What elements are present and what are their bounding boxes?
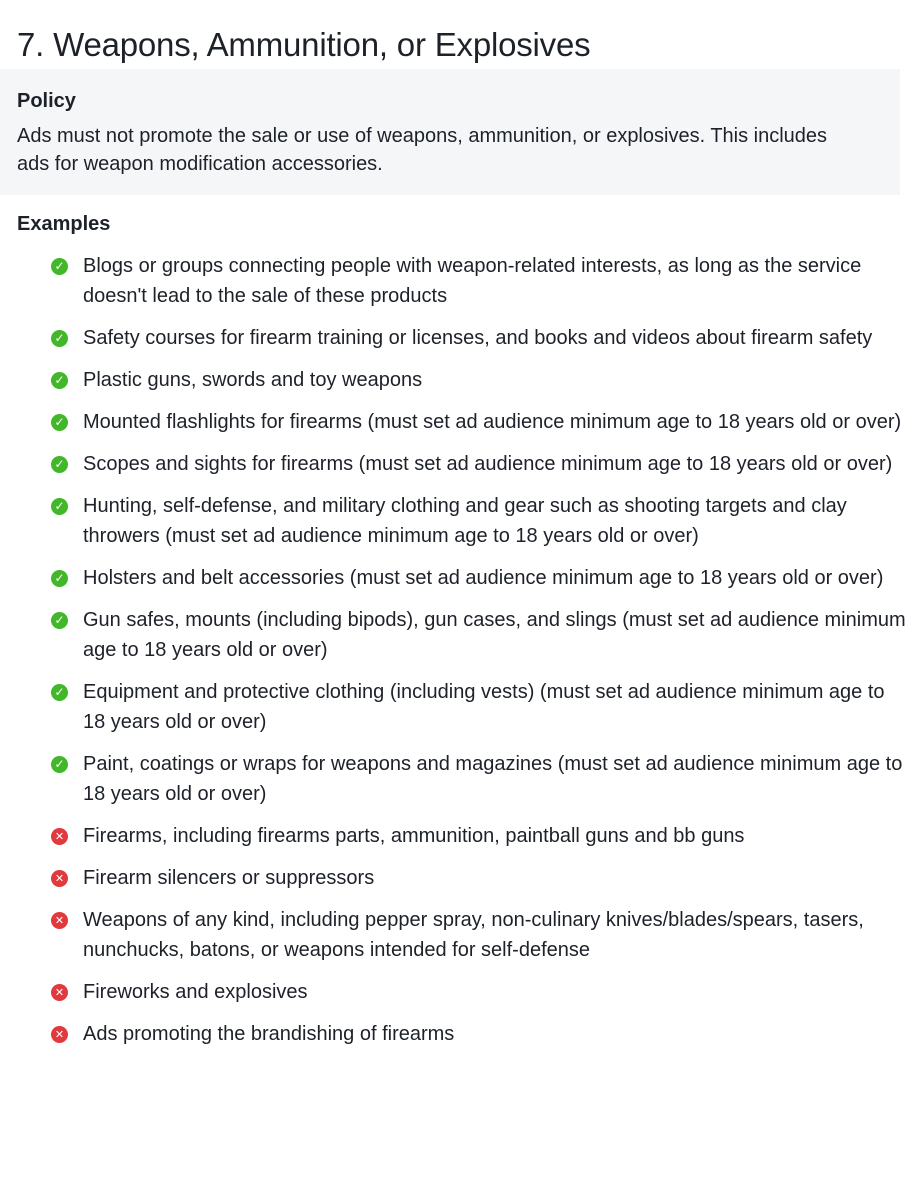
example-text: Fireworks and explosives bbox=[83, 981, 308, 1003]
check-circle-icon: ✓ bbox=[51, 756, 68, 773]
example-item-prohibited bbox=[0, 821, 919, 851]
example-text: Scopes and sights for firearms (must set ad audience minimum age to 18 years old or over) bbox=[83, 453, 893, 475]
page-title: 7. Weapons, Ammunition, or Explosives bbox=[17, 26, 591, 64]
example-text: Hunting, self-defense, and military clothing and gear such as shooting targets and clay throwers (must set ad audience minimum age to 18 years old or over) bbox=[83, 495, 847, 547]
check-circle-icon: ✓ bbox=[51, 372, 68, 389]
x-circle-icon: ✕ bbox=[51, 870, 68, 887]
example-text: Weapons of any kind, including pepper spray, non-culinary knives/blades/spears, tasers, nunchucks, batons, or weapons intended for self-defense bbox=[83, 909, 864, 961]
x-circle-icon: ✕ bbox=[51, 1026, 68, 1043]
x-circle-icon: ✕ bbox=[51, 828, 68, 845]
example-item-prohibited bbox=[0, 1019, 919, 1049]
example-text: Gun safes, mounts (including bipods), gun cases, and slings (must set ad audience minimum age to 18 years old or over) bbox=[83, 609, 906, 661]
example-text: Plastic guns, swords and toy weapons bbox=[83, 369, 423, 391]
example-item-prohibited bbox=[0, 905, 919, 965]
example-item-allowed bbox=[0, 365, 919, 395]
example-item-allowed bbox=[0, 677, 919, 737]
example-item-allowed bbox=[0, 491, 919, 551]
example-text: Ads promoting the brandishing of firearms bbox=[83, 1023, 455, 1045]
check-circle-icon: ✓ bbox=[51, 456, 68, 473]
example-item-allowed bbox=[0, 323, 919, 353]
check-circle-icon: ✓ bbox=[51, 414, 68, 431]
example-item-prohibited bbox=[0, 977, 919, 1007]
check-circle-icon: ✓ bbox=[51, 570, 68, 587]
check-circle-icon: ✓ bbox=[51, 684, 68, 701]
example-text: Mounted flashlights for firearms (must set ad audience minimum age to 18 years old or over) bbox=[83, 411, 902, 433]
example-text: Holsters and belt accessories (must set ad audience minimum age to 18 years old or over) bbox=[83, 567, 884, 589]
example-item-allowed bbox=[0, 563, 919, 593]
x-circle-icon: ✕ bbox=[51, 912, 68, 929]
example-text: Blogs or groups connecting people with weapon-related interests, as long as the service doesn't lead to the sale of these products bbox=[83, 255, 862, 307]
x-circle-icon: ✕ bbox=[51, 984, 68, 1001]
policy-heading: Policy bbox=[17, 90, 76, 112]
check-circle-icon: ✓ bbox=[51, 498, 68, 515]
example-item-prohibited bbox=[0, 863, 919, 893]
check-circle-icon: ✓ bbox=[51, 330, 68, 347]
example-item-allowed bbox=[0, 449, 919, 479]
check-circle-icon: ✓ bbox=[51, 612, 68, 629]
examples-list bbox=[0, 251, 919, 1061]
example-item-allowed bbox=[0, 251, 919, 311]
example-item-allowed bbox=[0, 407, 919, 437]
example-text: Firearms, including firearms parts, ammunition, paintball guns and bb guns bbox=[83, 825, 745, 847]
example-text: Safety courses for firearm training or licenses, and books and videos about firearm safety bbox=[83, 327, 873, 349]
example-text: Equipment and protective clothing (including vests) (must set ad audience minimum age to 18 years old or over) bbox=[83, 681, 885, 733]
policy-section bbox=[0, 69, 900, 195]
example-item-allowed bbox=[0, 605, 919, 665]
policy-text: Ads must not promote the sale or use of weapons, ammunition, or explosives. This includes ads for weapon modification accessories. bbox=[17, 125, 828, 175]
example-item-allowed bbox=[0, 749, 919, 809]
example-text: Firearm silencers or suppressors bbox=[83, 867, 375, 889]
examples-heading: Examples bbox=[17, 213, 111, 235]
check-circle-icon: ✓ bbox=[51, 258, 68, 275]
example-text: Paint, coatings or wraps for weapons and magazines (must set ad audience minimum age to 18 years old or over) bbox=[83, 753, 903, 805]
